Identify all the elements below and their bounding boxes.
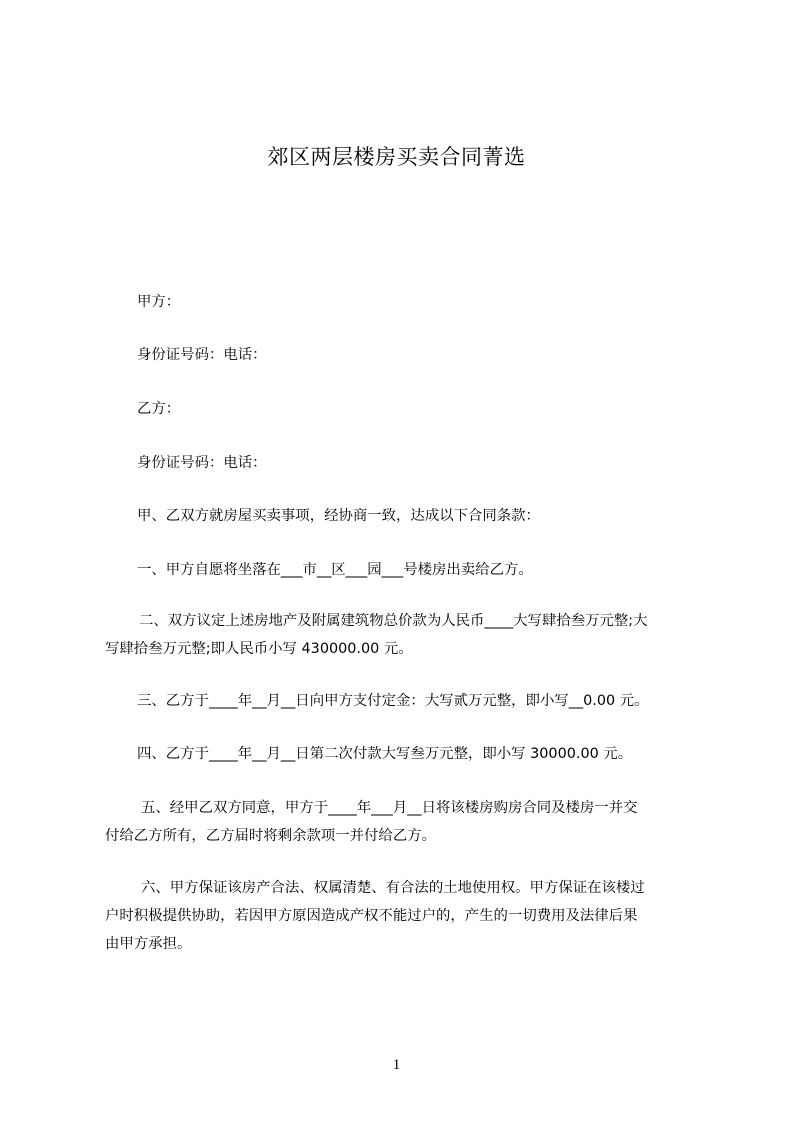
clause-6 bbox=[105, 874, 710, 958]
page-number: 1 bbox=[392, 1057, 401, 1073]
clause-6-line-1: 六、甲方保证该房产合法、权属清楚、有合法的土地使用权。甲方保证在该楼过 bbox=[141, 880, 645, 896]
party-b-id-phone: 身份证号码：电话： bbox=[137, 455, 267, 471]
clause-4: 四、乙方于____年__月__日第二次付款大写叁万元整，即小写 30000.00 元。 bbox=[137, 746, 633, 762]
clause-2-line-1: 二、双方议定上述房地产及附属建筑物总价款为人民币____大写肆拾叁万元整;大 bbox=[139, 613, 648, 629]
clause-1: 一、甲方自愿将坐落在___市__区___园___号楼房出卖给乙方。 bbox=[137, 562, 533, 578]
party-a-label: 甲方： bbox=[137, 294, 181, 310]
clause-6-line-2: 户时积极提供协助，若因甲方原因造成产权不能过户的，产生的一切费用及法律后果 bbox=[105, 908, 638, 924]
clause-2-line-2: 写肆拾叁万元整;即人民币小写 430000.00 元。 bbox=[105, 641, 413, 657]
clause-6-line-3: 由甲方承担。 bbox=[105, 936, 192, 952]
party-a-id-phone: 身份证号码：电话： bbox=[137, 347, 267, 363]
document-title: 郊区两层楼房买卖合同菁选 bbox=[267, 145, 526, 169]
clause-5-line-2: 付给乙方所有，乙方届时将剩余款项一并付给乙方。 bbox=[105, 828, 436, 844]
clause-3: 三、乙方于____年__月__日向甲方支付定金：大写贰万元整，即小写__0.00 元。 bbox=[137, 693, 649, 709]
contract-intro: 甲、乙双方就房屋买卖事项，经协商一致，达成以下合同条款： bbox=[137, 508, 540, 524]
party-b-label: 乙方： bbox=[137, 401, 181, 417]
clause-5-line-1: 五、经甲乙双方同意，甲方于____年___月__日将该楼房购房合同及楼房一并交 bbox=[141, 800, 638, 816]
clause-5 bbox=[105, 794, 710, 850]
clause-2 bbox=[105, 607, 710, 663]
